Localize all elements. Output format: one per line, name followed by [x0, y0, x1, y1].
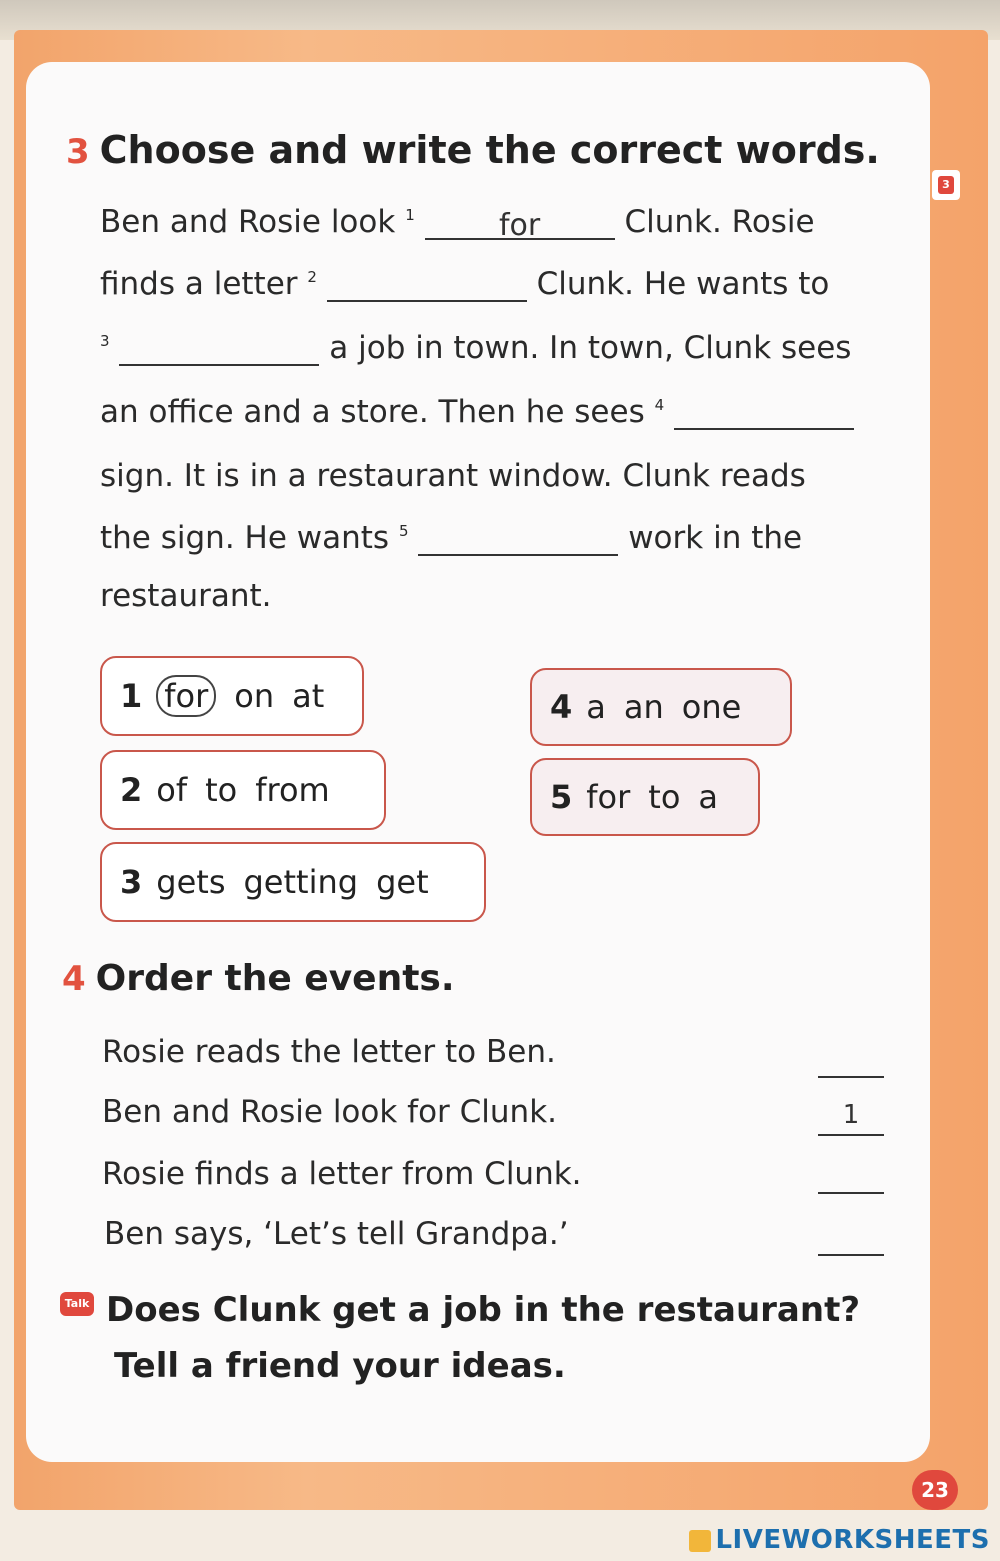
exercise-3-number: 3 [66, 132, 90, 172]
ex3-line-1-pre: Ben and Rosie look [100, 204, 396, 240]
ex3-line-1 [100, 204, 815, 243]
option-box-1-number: 1 [120, 677, 143, 715]
unit-tab-label: 3 [938, 176, 954, 194]
ex3-line-6-post: work in the [628, 520, 803, 556]
ex3-line-7 [100, 578, 271, 614]
ex3-line-7-pre: restaurant. [100, 578, 272, 614]
event-3-answer[interactable] [818, 1158, 884, 1194]
option-box-1 [100, 656, 364, 736]
option-2-word-3[interactable]: from [255, 771, 330, 809]
exercise-4-title: Order the events. [95, 958, 455, 999]
option-4-word-1[interactable]: a [586, 688, 606, 726]
ex3-line-4-pre: an office and a store. Then he sees [100, 394, 645, 430]
ex3-sup-2: 2 [307, 268, 317, 286]
watermark-logo-icon [689, 1530, 711, 1552]
option-5-word-3[interactable]: a [698, 778, 718, 816]
page-number: 23 [912, 1470, 958, 1510]
ex3-line-3-post: a job in town. In town, Clunk sees [329, 330, 852, 366]
option-3-word-1[interactable]: gets [156, 863, 226, 901]
option-5-word-2[interactable]: to [648, 778, 681, 816]
answer-blank-5[interactable] [418, 524, 618, 556]
option-1-word-2[interactable]: on [234, 677, 275, 715]
ex3-line-6 [100, 520, 802, 556]
option-5-word-1[interactable]: for [586, 778, 631, 816]
option-1-word-1[interactable]: for [156, 675, 216, 717]
option-box-5 [530, 758, 760, 836]
option-3-word-2[interactable]: getting [243, 863, 359, 901]
option-box-3-number: 3 [120, 863, 143, 901]
ex3-line-5 [100, 458, 806, 494]
exercise-4-number: 4 [62, 959, 86, 999]
answer-blank-1[interactable]: for [425, 208, 615, 240]
ex3-line-6-pre: the sign. He wants [100, 520, 390, 556]
ex3-sup-5: 5 [398, 522, 409, 540]
unit-tab [932, 170, 960, 200]
answer-blank-3[interactable] [119, 334, 319, 366]
exercise-3-heading [66, 128, 880, 172]
event-3-text: Rosie finds a letter from Clunk. [102, 1156, 582, 1192]
ex3-line-2-post: Clunk. He wants to [536, 266, 830, 302]
event-4-answer[interactable] [818, 1220, 884, 1256]
exercise-4-heading [62, 958, 455, 999]
ex3-line-2-pre: finds a letter [100, 266, 298, 302]
option-1-word-3[interactable]: at [292, 677, 325, 715]
ex3-sup-4: 4 [654, 396, 665, 414]
ex3-sup-3: 3 [100, 332, 110, 350]
ex3-line-2 [100, 266, 829, 302]
ex3-line-5-pre: sign. It is in a restaurant window. Clunk reads [100, 458, 806, 494]
event-1-answer[interactable] [818, 1042, 884, 1078]
event-1-text: Rosie reads the letter to Ben. [102, 1034, 556, 1070]
option-3-word-3[interactable]: get [376, 863, 429, 901]
ex3-line-1-post: Clunk. Rosie [624, 204, 815, 240]
event-4-text: Ben says, ‘Let’s tell Grandpa.’ [104, 1216, 569, 1252]
talk-question: Does Clunk get a job in the restaurant? [106, 1290, 861, 1330]
option-box-2 [100, 750, 386, 830]
option-box-5-number: 5 [550, 778, 573, 816]
option-box-2-number: 2 [120, 771, 143, 809]
option-box-4-number: 4 [550, 688, 573, 726]
ex3-sup-1: 1 [405, 206, 415, 224]
exercise-3-title: Choose and write the correct words. [99, 128, 880, 172]
ex3-line-4 [100, 394, 854, 430]
ex3-line-3 [100, 330, 851, 366]
talk-instruction: Tell a friend your ideas. [114, 1346, 566, 1386]
talk-icon: Talk [60, 1292, 94, 1316]
event-2-text: Ben and Rosie look for Clunk. [102, 1094, 558, 1130]
option-box-3 [100, 842, 486, 922]
option-4-word-2[interactable]: an [623, 688, 664, 726]
option-box-4 [530, 668, 792, 746]
option-2-word-2[interactable]: to [205, 771, 238, 809]
option-2-word-1[interactable]: of [156, 771, 188, 809]
answer-blank-4[interactable] [674, 398, 854, 430]
event-2-answer[interactable]: 1 [818, 1100, 884, 1136]
option-4-word-3[interactable]: one [681, 688, 742, 726]
watermark [689, 1525, 990, 1555]
answer-blank-2[interactable] [327, 270, 527, 302]
watermark-text: LIVEWORKSHEETS [715, 1525, 990, 1555]
